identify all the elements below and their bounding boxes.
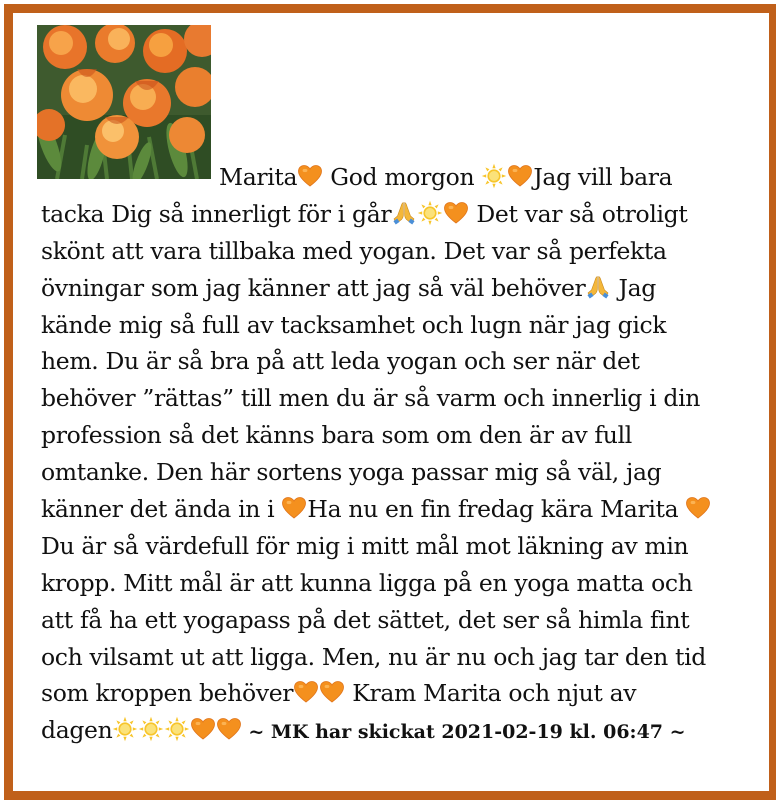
folded-hands-icon	[391, 200, 417, 226]
orange-heart-icon	[297, 163, 323, 189]
text-run: övningar som jag känner att jag så väl behöver	[41, 273, 586, 302]
orange-heart-icon	[685, 495, 711, 521]
tulips-image	[37, 25, 211, 179]
message-line: att få ha ett yogapass på det sättet, det ser så himla fint	[41, 605, 690, 634]
sun-icon	[417, 200, 443, 226]
text-run: känner det ända in i	[41, 495, 282, 524]
message-line	[41, 270, 741, 307]
message-text	[41, 159, 741, 749]
message-line: profession så det känns bara som om den är av full	[41, 421, 632, 450]
orange-heart-icon	[319, 679, 345, 705]
orange-heart-icon	[281, 495, 307, 521]
text-run: Jag	[611, 273, 656, 302]
message-line	[41, 491, 741, 528]
message-line	[41, 712, 741, 749]
message-line	[41, 159, 741, 196]
sun-icon	[481, 163, 507, 189]
text-run: Ha nu en fin fredag kära Marita	[307, 495, 686, 524]
sun-icon	[164, 716, 190, 742]
message-line: Du är så värdefull för mig i mitt mål mot läkning av min	[41, 531, 689, 560]
orange-heart-icon	[507, 163, 533, 189]
text-run: tacka Dig så innerligt för i går	[41, 199, 392, 228]
text-run: Kram Marita och njut av	[345, 679, 637, 708]
signature: ~ MK har skickat 2021-02-19 kl. 06:47 ~	[248, 721, 686, 744]
text-run: Det var så otroligt	[469, 199, 688, 228]
sun-icon	[138, 716, 164, 742]
text-run: Jag vill bara	[533, 163, 673, 191]
message-line	[41, 196, 741, 233]
message-line	[41, 675, 741, 712]
text-run: som kroppen behöver	[41, 679, 294, 708]
sun-icon	[112, 716, 138, 742]
message-line: hem. Du är så bra på att leda yogan och ser när det	[41, 347, 640, 376]
message-line: behöver ”rättas” till men du är så varm och innerlig i din	[41, 384, 701, 413]
text-run: dagen	[41, 716, 113, 745]
text-run: Marita	[219, 163, 298, 191]
orange-heart-icon	[216, 716, 242, 742]
message-line: och vilsamt ut att ligga. Men, nu är nu och jag tar den tid	[41, 642, 707, 671]
orange-heart-icon	[293, 679, 319, 705]
orange-heart-icon	[190, 716, 216, 742]
message-line: kropp. Mitt mål är att kunna ligga på en yoga matta och	[41, 568, 693, 597]
orange-heart-icon	[443, 200, 469, 226]
message-line: omtanke. Den här sortens yoga passar mig så väl, jag	[41, 458, 662, 487]
message-line: skönt att vara tillbaka med yogan. Det var så perfekta	[41, 236, 667, 265]
message-line: kände mig så full av tacksamhet och lugn när jag gick	[41, 310, 667, 339]
text-run: God morgon	[323, 163, 482, 191]
orange-tulips-photo	[37, 25, 211, 179]
message-card	[4, 4, 776, 800]
folded-hands-icon	[585, 274, 611, 300]
